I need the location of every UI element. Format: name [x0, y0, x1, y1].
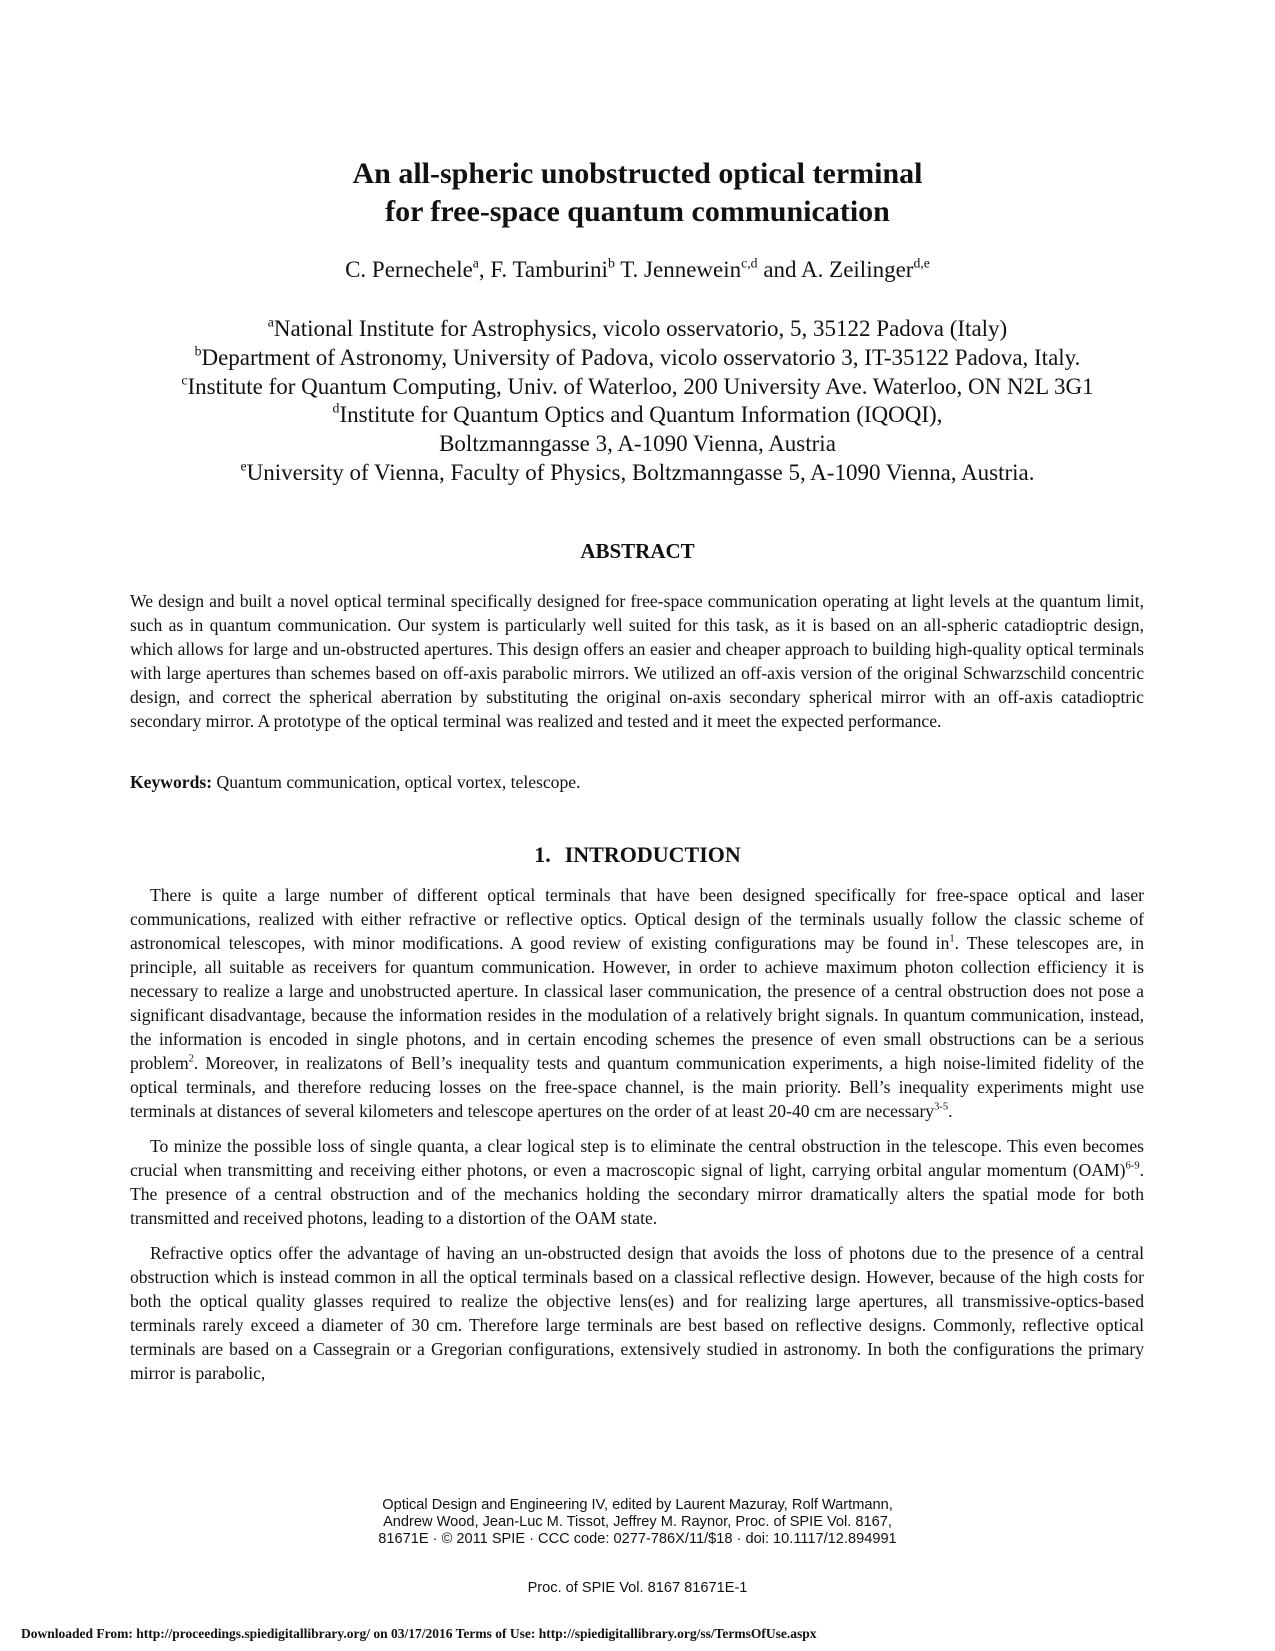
affiliation-a: [0, 315, 1275, 344]
author-affil-mark: b: [607, 255, 615, 271]
title-line-2: for free-space quantum communication: [385, 195, 890, 228]
affiliation-text: University of Vienna, Faculty of Physics, Boltzmanngasse 5, A-1090 Vienna, Austria.: [246, 459, 1035, 485]
affiliation-d: [0, 401, 1275, 430]
paper-title: [0, 155, 1275, 231]
author-separator: and: [757, 257, 802, 282]
keywords-line: [130, 770, 1144, 794]
paragraph-text: .: [948, 1101, 953, 1121]
publication-info-line: 81671E · © 2011 SPIE · CCC code: 0277-786X/11/$18 · doi: 10.1117/12.894991: [378, 1531, 897, 1547]
paragraph-text: . Moreover, in realizatons of Bell’s inequality tests and quantum communication experiments, a high noise-limited fidelity of the optical terminals, and therefore reducing losses on the free-space channel, is the main priority. Bell’s inequality experiments might use terminals at distances of several kilometers and telescope apertures on the order of at least 20-40 cm are necessary: [130, 1053, 1144, 1121]
publication-info-line: Optical Design and Engineering IV, edited by Laurent Mazuray, Rolf Wartmann,: [382, 1497, 893, 1513]
affiliation-text: Boltzmanngasse 3, A-1090 Vienna, Austria: [439, 431, 836, 457]
paragraph-text: There is quite a large number of different optical terminals that have been designed specifically for free-space optical and laser communications, realized with either refractive or reflective optics. Optical design of the terminals usually follow the classic scheme of astronomical telescopes, with minor modifications. A good review of existing configurations may be found in: [130, 885, 1144, 953]
affiliation-text: National Institute for Astrophysics, vicolo osservatorio, 5, 35122 Padova (Italy): [273, 316, 1008, 341]
paragraph-text: . The presence of a central obstruction and of the mechanics holding the secondary mirror dramatically alters the spatial mode for both transmitted and received photons, leading to a distortion of the OAM state.: [130, 1160, 1144, 1228]
affiliation-d-continued: [0, 430, 1275, 459]
section-number: 1.: [534, 842, 551, 867]
affiliation-list: [0, 315, 1275, 488]
author-name: C. Pernechele: [345, 257, 473, 282]
affiliation-text: Department of Astronomy, University of Padova, vicolo osservatorio 3, IT-35122 Padova, Italy.: [201, 344, 1081, 370]
author-separator: ,: [478, 257, 491, 282]
affiliation-text: Institute for Quantum Computing, Univ. of Waterloo, 200 University Ave. Waterloo, ON N2L 3G1: [187, 373, 1094, 399]
author-affil-mark: a: [472, 255, 479, 271]
affiliation-mark: d: [332, 400, 340, 416]
paragraph-text: Refractive optics offer the advantage of having an un-obstructed design that avoids the loss of photons due to the presence of a central obstruction which is instead common in all the optical terminals based on a classical reflective design. However, because of the high costs for both the optical quality glasses required to realize the objective lens(es) and for realizing large apertures, all transmissive-optics-based terminals rarely exceed a diameter of 30 cm. Therefore large terminals are best based on reflective designs. Commonly, reflective optical terminals are based on a Cassegrain or a Gregorian configurations, extensively studied in astronomy. In both the configurations the primary mirror is parabolic,: [130, 1243, 1144, 1383]
author-list: [0, 256, 1275, 284]
title-line-1: An all-spheric unobstructed optical terminal: [352, 157, 923, 190]
affiliation-e: [0, 459, 1275, 488]
affiliation-mark: a: [267, 314, 274, 330]
affiliation-text: Institute for Quantum Optics and Quantum Information (IQOQI),: [339, 402, 943, 428]
author-name: F. Tamburini: [490, 257, 608, 282]
section-title: INTRODUCTION: [564, 842, 741, 867]
page-identifier: Proc. of SPIE Vol. 8167 81671E-1: [527, 1580, 748, 1596]
keywords-label: Keywords:: [130, 772, 213, 792]
affiliation-mark: b: [194, 343, 202, 359]
paragraph-text: To minize the possible loss of single quanta, a clear logical step is to eliminate the central obstruction in the telescope. This even becomes crucial when transmitting and receiving either photons, or even a macroscopic signal of light, carrying orbital angular momentum (OAM): [130, 1136, 1144, 1180]
citation-reference: 1: [949, 933, 955, 945]
section-heading-introduction: [0, 842, 1275, 868]
keywords-text: Quantum communication, optical vortex, telescope.: [212, 772, 581, 792]
paragraph-text: . These telescopes are, in principle, all suitable as receivers for quantum communication. However, in order to achieve maximum photon collection efficiency it is necessary to realize a large and unobstructed aperture. In classical laser communication, the presence of a central obstruction does not pose a significant disadvantage, because the information resides in the modulation of a relatively bright signals. In quantum communication, instead, the information is encoded in single photons, and in certain encoding schemes the presence of even small obstructions can be a serious problem: [130, 933, 1145, 1073]
affiliation-c: [0, 373, 1275, 402]
citation-reference: 6-9: [1125, 1160, 1140, 1172]
citation-reference: 3-5: [934, 1101, 949, 1113]
publication-info-line: Andrew Wood, Jean-Luc M. Tissot, Jeffrey M. Raynor, Proc. of SPIE Vol. 8167,: [383, 1514, 892, 1530]
introduction-paragraph: [130, 1241, 1144, 1385]
author-affil-mark: d,e: [913, 255, 930, 271]
download-notice: Downloaded From: http://proceedings.spiedigitallibrary.org/ on 03/17/2016 Terms of Use: http://spiedigitallibrary.org/ss/TermsOfUse.aspx: [21, 1626, 817, 1641]
abstract-heading: ABSTRACT: [580, 539, 695, 563]
author-affil-mark: c,d: [741, 255, 758, 271]
introduction-paragraph: [130, 1134, 1144, 1230]
affiliation-b: [0, 344, 1275, 373]
affiliation-mark: e: [240, 458, 247, 474]
publication-info: [0, 1497, 1275, 1548]
author-name: A. Zeilinger: [801, 257, 914, 282]
affiliation-mark: c: [181, 371, 188, 387]
introduction-paragraph: [130, 883, 1144, 1123]
introduction-body: [130, 883, 1144, 1396]
citation-reference: 2: [188, 1053, 194, 1065]
abstract-text: We design and built a novel optical terminal specifically designed for free-space communication operating at light levels at the quantum limit, such as in quantum communication. Our system is particularly well suited for this task, as it is based on an all-spheric catadioptric design, which allows for large and un-obstructed apertures. This design offers an easier and cheaper approach to building high-quality optical terminals with large apertures than schemes based on off-axis parabolic mirrors. We utilized an off-axis version of the original Schwarzschild concentric design, and correct the spherical aberration by substituting the original on-axis secondary spherical mirror with an off-axis catadioptric secondary mirror. A prototype of the optical terminal was realized and tested and it meet the expected performance.: [130, 591, 1144, 731]
author-name: T. Jennewein: [620, 257, 742, 282]
